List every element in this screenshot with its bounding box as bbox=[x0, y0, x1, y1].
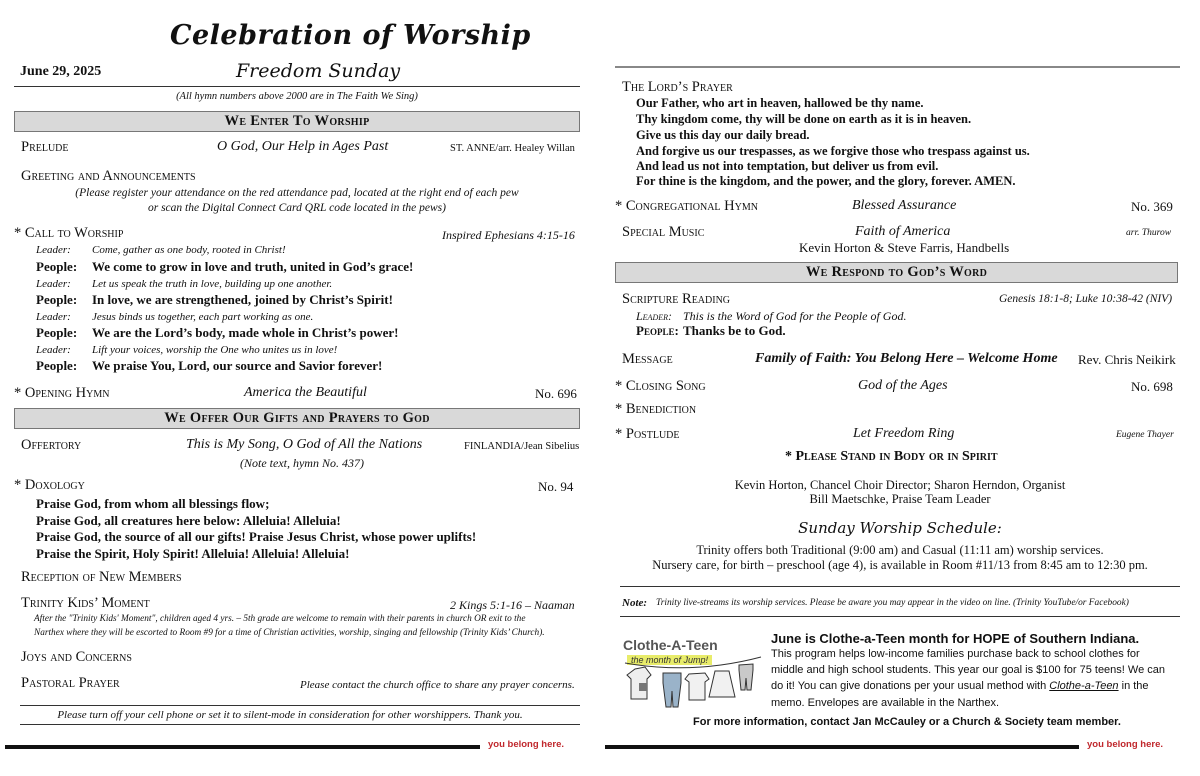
litany-role: Leader: bbox=[36, 311, 71, 323]
schedule-line-2: Nursery care, for birth – preschool (age 4), is available in Room #11/13 from 8:45 am to 12:30 pm. bbox=[652, 558, 1148, 572]
kids-note-1: After the "Trinity Kids' Moment", children aged 4 yrs. – 5th grade are welcome to remain with their parents in church OR exit to the bbox=[34, 614, 526, 624]
scripture-ref: Genesis 18:1-8; Luke 10:38-42 (NIV) bbox=[999, 293, 1173, 305]
litany-text: We are the Lord’s body, made whole in Christ’s power! bbox=[92, 325, 399, 340]
offertory-title: This is My Song, O God of All the Nations bbox=[186, 437, 423, 452]
doxology-label: * Doxology bbox=[14, 477, 85, 493]
livestream-note-text: Trinity live-streams its worship services. Please be aware you may appear in the video on line. (Trinity YouTube/or Facebook) bbox=[656, 598, 1129, 608]
litany-role: People: bbox=[36, 358, 78, 373]
attendance-note-1: (Please register your attendance on the red attendance pad, located at the right end of each pew bbox=[75, 187, 519, 199]
offertory-label: Offertory bbox=[21, 437, 82, 453]
message-speaker: Rev. Chris Neikirk bbox=[1078, 352, 1176, 367]
postlude-label: * Postlude bbox=[615, 426, 680, 442]
clothe-a-teen-logo bbox=[623, 633, 763, 713]
litany-role: Leader: bbox=[36, 244, 71, 256]
opening-hymn-label: * Opening Hymn bbox=[14, 385, 110, 401]
litany-role: People: bbox=[36, 259, 78, 274]
special-music-label: Special Music bbox=[622, 224, 705, 240]
service-date: June 29, 2025 bbox=[20, 64, 102, 79]
litany-role: Leader: bbox=[36, 278, 71, 290]
prayer-line: Thy kingdom come, thy will be done on earth as it is in heaven. bbox=[636, 112, 972, 126]
tagline: you belong here. bbox=[1087, 739, 1164, 750]
message-label: Message bbox=[622, 351, 673, 367]
section-we-enter: We Enter To Worship bbox=[14, 111, 580, 132]
cell-phone-note: Please turn off your cell phone or set it to silent-mode in consideration for other worshippers. Thank you. bbox=[57, 709, 523, 721]
logo-title: Clothe-A-Teen bbox=[623, 637, 718, 653]
offertory-credit: FINLANDIA/Jean Sibelius bbox=[464, 441, 580, 452]
kids-note-2: Narthex where they will be escorted to Room #9 for a time of Christian activities, worship, singing and fellowship (Trinity Kids’ Church). bbox=[34, 628, 545, 638]
clothe-body-2: middle and high school students. This year our goal is $100 for 75 teens! We can bbox=[771, 664, 1165, 676]
litany-text: In love, we are strengthened, joined by Christ’s Spirit! bbox=[92, 292, 393, 307]
greeting-label: Greeting and Announcements bbox=[21, 168, 196, 184]
scripture-people-role: People: bbox=[636, 323, 679, 338]
pastoral-prayer-label: Pastoral Prayer bbox=[21, 675, 120, 691]
prelude-title: O God, Our Help in Ages Past bbox=[217, 139, 389, 154]
service-subtitle: Freedom Sunday bbox=[236, 60, 401, 82]
congregational-hymn-number: No. 369 bbox=[1131, 199, 1173, 214]
litany-text: Lift your voices, worship the One who unites us in love! bbox=[92, 344, 338, 356]
congregational-hymn-title: Blessed Assurance bbox=[852, 198, 957, 213]
message-title: Family of Faith: You Belong Here – Welcome Home bbox=[755, 351, 1058, 366]
litany-role: People: bbox=[36, 325, 78, 340]
litany-role: People: bbox=[36, 292, 78, 307]
footer-bar bbox=[5, 745, 480, 749]
call-to-worship-ref: Inspired Ephesians 4:15-16 bbox=[442, 228, 575, 242]
kids-moment-label: Trinity Kids’ Moment bbox=[21, 595, 150, 611]
staff-line-1: Kevin Horton, Chancel Choir Director; Sharon Herndon, Organist bbox=[734, 478, 1066, 492]
scripture-leader-text: This is the Word of God for the People of God. bbox=[683, 309, 907, 323]
clothe-memo: Clothe-a-Teen bbox=[1049, 680, 1119, 692]
clothe-body-1: This program helps low-income families purchase back to school clothes for bbox=[771, 648, 1140, 660]
kids-moment-ref: 2 Kings 5:1-16 – Naaman bbox=[450, 598, 575, 612]
doxology-line: Praise God, from whom all blessings flow; bbox=[36, 496, 270, 511]
opening-hymn-title: America the Beautiful bbox=[244, 385, 367, 400]
logo-subtitle: the month of Jump! bbox=[627, 655, 712, 665]
clothe-body-3c: in the bbox=[1118, 680, 1149, 692]
section-we-respond: We Respond to God’s Word bbox=[615, 262, 1178, 283]
schedule-title: Sunday Worship Schedule: bbox=[798, 519, 1002, 537]
staff-line-2: Bill Maetschke, Praise Team Leader bbox=[809, 492, 991, 506]
clothe-body-3 bbox=[771, 680, 1149, 692]
footer-bar bbox=[605, 745, 1079, 749]
offertory-note: (Note text, hymn No. 437) bbox=[240, 456, 364, 470]
reception-label: Reception of New Members bbox=[21, 569, 182, 585]
stand-note: * Please Stand in Body or in Spirit bbox=[785, 449, 998, 464]
scripture-label: Scripture Reading bbox=[622, 291, 731, 307]
prayer-line: Give us this day our daily bread. bbox=[636, 128, 810, 142]
benediction-label: * Benediction bbox=[615, 401, 697, 417]
clothe-body-3a: do it! You can give donations per your usual method with bbox=[771, 680, 1050, 692]
postlude-title: Let Freedom Ring bbox=[853, 426, 955, 441]
prayer-line: For thine is the kingdom, and the power, and the glory, forever. AMEN. bbox=[636, 174, 1016, 188]
livestream-note-label: Note: bbox=[622, 597, 648, 609]
clothe-headline: June is Clothe-a-Teen month for HOPE of Southern Indiana. bbox=[771, 631, 1140, 646]
litany-text: Jesus binds us together, each part working as one. bbox=[92, 311, 314, 323]
clothe-body-4: memo. Envelopes are available in the Narthex. bbox=[771, 697, 1000, 709]
postlude-credit: Eugene Thayer bbox=[1116, 430, 1174, 440]
litany-text: Come, gather as one body, rooted in Christ! bbox=[92, 244, 286, 256]
doxology-line: Praise the Spirit, Holy Spirit! Alleluia! Alleluia! Alleluia! bbox=[36, 546, 350, 561]
lords-prayer-label: The Lord’s Prayer bbox=[622, 79, 733, 95]
prelude-credit: ST. ANNE/arr. Healey Willan bbox=[450, 143, 575, 154]
clothe-contact: For more information, contact Jan McCauley or a Church & Society team member. bbox=[693, 716, 1121, 728]
prelude-label: Prelude bbox=[21, 139, 69, 155]
clothesline-icon bbox=[623, 633, 763, 713]
joys-label: Joys and Concerns bbox=[21, 649, 132, 665]
closing-song-number: No. 698 bbox=[1131, 379, 1173, 394]
special-music-credit: arr. Thurow bbox=[1126, 228, 1172, 238]
bulletin-title: Celebration of Worship bbox=[170, 20, 531, 51]
closing-song-title: God of the Ages bbox=[858, 378, 948, 393]
pastoral-prayer-note: Please contact the church office to share any prayer concerns. bbox=[300, 679, 575, 691]
litany-text: We come to grow in love and truth, united in God’s grace! bbox=[92, 259, 414, 274]
opening-hymn-number: No. 696 bbox=[535, 386, 577, 401]
scripture-people-text: Thanks be to God. bbox=[683, 323, 786, 338]
doxology-line: Praise God, the source of all our gifts! Praise Jesus Christ, whose power uplifts! bbox=[36, 529, 477, 544]
hymn-number-note: (All hymn numbers above 2000 are in The Faith We Sing) bbox=[176, 91, 418, 102]
prayer-line: And forgive us our trespasses, as we forgive those who trespass against us. bbox=[636, 144, 1030, 158]
tagline: you belong here. bbox=[488, 739, 565, 750]
call-to-worship-label: * Call to Worship bbox=[14, 225, 124, 241]
prayer-line: And lead us not into temptation, but deliver us from evil. bbox=[636, 159, 939, 173]
doxology-number: No. 94 bbox=[538, 479, 574, 494]
litany-text: Let us speak the truth in love, building up one another. bbox=[92, 278, 333, 290]
doxology-line: Praise God, all creatures here below: Alleluia! Alleluia! bbox=[36, 513, 341, 528]
litany-role: Leader: bbox=[36, 344, 71, 356]
closing-song-label: * Closing Song bbox=[615, 378, 706, 394]
attendance-note-2: or scan the Digital Connect Card QRL code located in the pews) bbox=[147, 202, 446, 214]
scripture-leader-role: Leader: bbox=[636, 309, 672, 323]
litany-text: We praise You, Lord, our source and Savior forever! bbox=[92, 358, 383, 373]
special-music-performers: Kevin Horton & Steve Farris, Handbells bbox=[799, 240, 1010, 255]
schedule-line-1: Trinity offers both Traditional (9:00 am) and Casual (11:11 am) worship services. bbox=[696, 543, 1104, 557]
prayer-line: Our Father, who art in heaven, hallowed be thy name. bbox=[636, 96, 924, 110]
section-we-offer: We Offer Our Gifts and Prayers to God bbox=[14, 408, 580, 429]
congregational-hymn-label: * Congregational Hymn bbox=[615, 198, 758, 214]
special-music-title: Faith of America bbox=[855, 224, 951, 239]
